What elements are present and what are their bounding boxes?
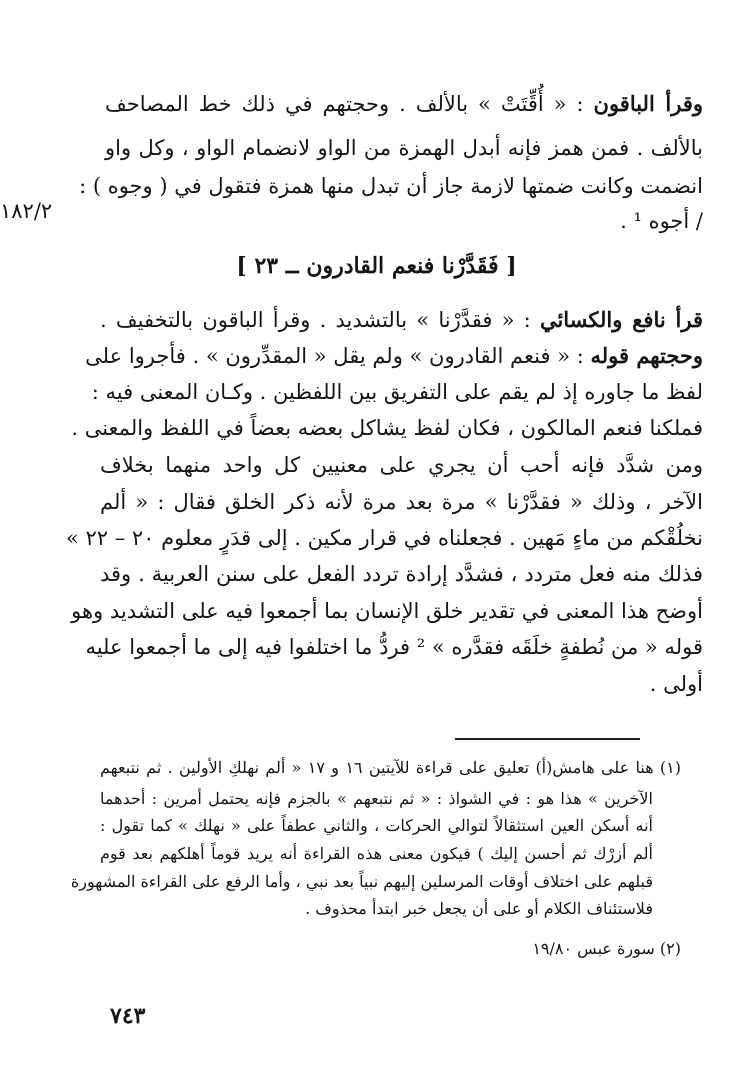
line-text: بالألف . فمن همز فإنه أبدل الهمزة من الواو لانضمام الواو ، وكل واو: [105, 136, 703, 160]
text-line: [100, 560, 703, 588]
footnote-line: (١) هنا على هامش(أ) تعليق على قراءة للآيتين ١٦ و ١٧ « ألم نهلكِ الأولين . ثم نتبعهم: [100, 758, 681, 777]
line-text: : « فقدَّرْنا » بالتشديد . وقرأ الباقون بالتخفيف .: [100, 308, 540, 332]
footnote-divider: [455, 738, 640, 740]
line-text: نخلُقْكم من ماءٍ مَهين . فجعلناه في قرار مكين . إلى قدَرٍ معلوم ٢٠ – ٢٢ »: [65, 526, 703, 550]
bold-phrase: وقرأ الباقون: [593, 91, 703, 116]
text-line: [100, 488, 703, 516]
footnote-line: الآخرين » هذا هو : في الشواذ : « ثم نتبعهم » بالجزم فإنه يحتمل أمرين : أحدهما: [100, 789, 653, 808]
text-line: [65, 524, 703, 552]
page-number: ٧٤٣: [110, 1003, 146, 1029]
text-line: [100, 451, 703, 479]
footnote-line: أنه أسكن العين استثقالاً لتوالي الحركات ، والثاني عطفاً على « نهلك » كما تقول :: [100, 816, 653, 835]
text-line: [85, 633, 703, 661]
footnote-line: ألم أزرْك ثم أحسن إليك ) فيكون معنى هذه القراءة أنه يريد قوماً أهلكهم بعد قوم: [100, 844, 653, 863]
line-text: ومن شدَّد فإنه أحب أن يجري على معنيين كل واحد منهما بخلاف: [100, 453, 703, 477]
footnote-line: فلاستئناف الكلام أو على أن يجعل خبر ابتدأ محذوف .: [305, 899, 653, 918]
line-text: : « فنعم القادرون » ولم يقل « المقدِّرون » . فأجروا على: [85, 344, 591, 368]
text-line: [85, 342, 703, 370]
section-heading: [ فَقَدَّرْنا فنعم القادرون ــ ٢٣ ]: [236, 253, 517, 279]
line-text: فملكنا فنعم المالكون ، فكان لفظ يشاكل بعضه بعضاً في اللفظ والمعنى .: [71, 416, 703, 440]
line-text: فذلك منه فعل متردد ، فشدَّد إرادة تردد الفعل على سنن العربية . وقد: [100, 562, 703, 586]
line-text: قوله « من نُطفةٍ خلَقَه فقدَّره » ² فردُّ ما اختلفوا فيه إلى ما أجمعوا عليه: [85, 635, 703, 659]
margin-reference-number: ١٨٢/٢: [0, 199, 53, 223]
footnote-2: (٢) سورة عبس ١٩/٨٠: [532, 939, 681, 958]
text-line: [100, 306, 703, 334]
line-text: لفظ ما جاوره إذ لم يقم على التفريق بين اللفظين . وكـان المعنى فيه :: [91, 380, 703, 404]
line-text: أوضح هذا المعنى في تقدير خلق الإنسان بما أجمعوا فيه على التشديد وهو: [71, 599, 703, 623]
text-line: [79, 172, 703, 200]
text-line: [105, 134, 703, 162]
line-text: انضمت وكانت ضمتها لازمة جاز أن تبدل منها همزة فتقول في ( وجوه ) :: [79, 174, 703, 198]
bold-phrase: وحجتهم قوله: [590, 343, 703, 368]
line-text: / أجوه ¹ .: [620, 209, 703, 233]
text-line: [71, 414, 703, 442]
line-text: : « أُقِّتَتْ » بالألف . وحجتهم في ذلك خط المصاحف: [105, 92, 594, 116]
line-text: الآخر ، وذلك « فقدَّرْنا » مرة بعد مرة لأنه ذكر الخلق فقال : « ألم: [100, 490, 703, 514]
text-line: [620, 207, 703, 235]
text-line: [105, 90, 703, 118]
text-line: [91, 378, 703, 406]
bold-phrase: قرأ نافع والكسائي: [539, 307, 703, 332]
line-text: أولى .: [649, 672, 703, 696]
footnote-line: قبلهم على اختلاف أوقات المرسلين إليهم نبياً بعد نبي ، وأما الرفع على القراءة المشهورة: [70, 872, 653, 891]
text-line: [71, 597, 703, 625]
text-line: [650, 670, 703, 698]
